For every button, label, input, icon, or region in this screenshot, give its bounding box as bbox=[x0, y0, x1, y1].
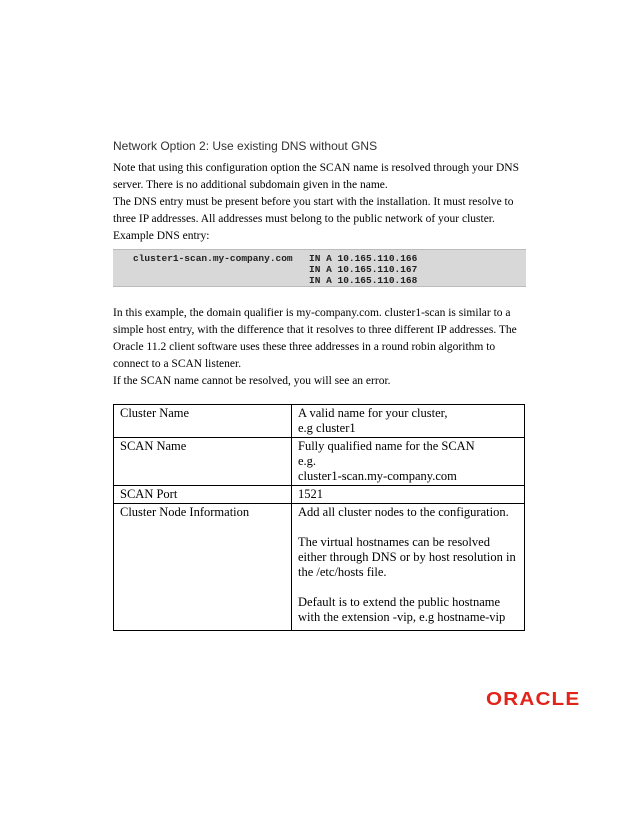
dns-host-name: cluster1-scan.my-company.com bbox=[133, 253, 293, 264]
table-cell-description bbox=[292, 438, 525, 486]
table-cell-name: SCAN Name bbox=[114, 438, 292, 486]
description-line: e.g cluster1 bbox=[298, 421, 356, 435]
table-cell-name: SCAN Port bbox=[114, 486, 292, 504]
description-line: e.g. bbox=[298, 454, 317, 468]
description-line: with the extension -vip, e.g hostname-vip bbox=[298, 610, 506, 624]
paragraph-resolution-error: If the SCAN name cannot be resolved, you will see an error. bbox=[113, 375, 391, 387]
oracle-logo: ORACLE bbox=[486, 689, 581, 709]
description-spacer bbox=[298, 520, 518, 535]
table-row bbox=[114, 438, 525, 486]
description-line: Default is to extend the public hostname bbox=[298, 595, 501, 609]
description-line: cluster1-scan.my-company.com bbox=[298, 469, 457, 483]
description-line: Add all cluster nodes to the configuration. bbox=[298, 505, 509, 519]
dns-record-3: IN A 10.165.110.168 bbox=[309, 275, 418, 286]
paragraph-scan-resolution: Note that using this configuration option the SCAN name is resolved through your DNS server. There is no additional subdomain given in the name. bbox=[113, 162, 519, 191]
table-cell-description bbox=[292, 504, 525, 631]
paragraph-dns-requirement: The DNS entry must be present before you start with the installation. It must resolve to three IP addresses. All addresses must belong to the public network of your cluster. bbox=[113, 196, 514, 225]
description-line: Fully qualified name for the SCAN bbox=[298, 439, 475, 453]
paragraph-example-label: Example DNS entry: bbox=[113, 230, 210, 242]
description-line: 1521 bbox=[298, 487, 323, 501]
description-line: A valid name for your cluster, bbox=[298, 406, 448, 420]
table-cell-description bbox=[292, 405, 525, 438]
paragraph-example-explanation: In this example, the domain qualifier is my-company.com. cluster1-scan is similar to a simple host entry, with the difference that it resolves to three different IP addresses. The Oracle 11.2 client software uses these three addresses in a round robin algorithm to connect to a SCAN listener. bbox=[113, 307, 517, 370]
dns-entry-code-block bbox=[113, 249, 526, 287]
description-line: either through DNS or by host resolution in bbox=[298, 550, 516, 564]
table-row bbox=[114, 486, 525, 504]
dns-record-2: IN A 10.165.110.167 bbox=[309, 264, 418, 275]
section-heading: Network Option 2: Use existing DNS without GNS bbox=[113, 139, 378, 153]
table-cell-description bbox=[292, 486, 525, 504]
table-row bbox=[114, 405, 525, 438]
description-spacer bbox=[298, 580, 518, 595]
description-line: the /etc/hosts file. bbox=[298, 565, 387, 579]
dns-record-1: IN A 10.165.110.166 bbox=[309, 253, 418, 264]
configuration-table bbox=[113, 404, 525, 631]
description-line: The virtual hostnames can be resolved bbox=[298, 535, 490, 549]
table-row bbox=[114, 504, 525, 631]
table-cell-name: Cluster Name bbox=[114, 405, 292, 438]
table-cell-name: Cluster Node Information bbox=[114, 504, 292, 631]
